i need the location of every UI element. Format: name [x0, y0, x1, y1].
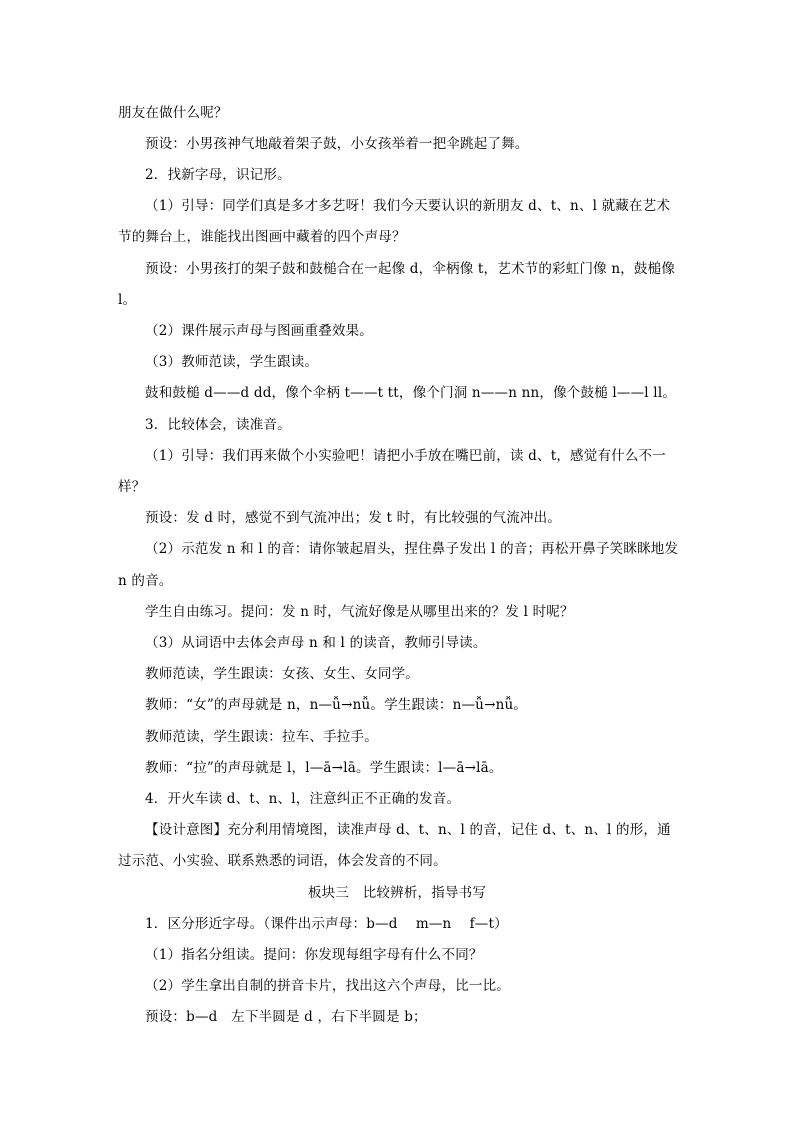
text-line: （2）示范发 n 和 l 的音：请你皱起眉头，捏住鼻子发出 l 的音；再松开鼻子笑眯眯地发: [145, 541, 679, 557]
text-line: （1）引导：我们再来做个小实验吧！请把小手放在嘴巴前，读 d、t，感觉有什么不一: [145, 448, 666, 464]
text-line: （2）学生拿出自制的拼音卡片，找出这六个声母，比一比。: [145, 978, 510, 994]
text-line: n 的音。: [118, 573, 173, 589]
text-line: （1）指名分组读。提问：你发现每组字母有什么不同？: [145, 947, 483, 963]
text-line: 朋友在做什么呢？: [118, 105, 228, 121]
text-line: l。: [118, 292, 137, 308]
section-heading: 1．区分形近字母。（课件出示声母：b—d m—n f—t）: [145, 916, 508, 932]
text-line: 教师范读，学生跟读：女孩、女生、女同学。: [145, 666, 419, 682]
section-heading: 2．找新字母，识记形。: [145, 167, 291, 183]
design-intent: 【设计意图】充分利用情境图，读准声母 d、t、n、l 的音，记住 d、t、n、l 的形，通: [145, 822, 671, 838]
text-line: 预设：小男孩打的架子鼓和鼓槌合在一起像 d，伞柄像 t，艺术节的彩虹门像 n，鼓槌像: [145, 261, 676, 277]
text-line: 样？: [118, 479, 146, 495]
text-line: 预设：小男孩神气地敲着架子鼓，小女孩举着一把伞跳起了舞。: [145, 136, 529, 152]
text-line: 预设：发 d 时，感觉不到气流冲出；发 t 时，有比较强的气流冲出。: [145, 510, 562, 526]
text-line: 过示范、小实验、联系熟悉的词语，体会发音的不同。: [118, 853, 447, 869]
text-line: 教师：“拉”的声母就是 l，l—ā→lā。学生跟读：l—ā→lā。: [145, 760, 503, 776]
text-line: 教师：“女”的声母就是 n，n—ǚ→nǚ。学生跟读：n—ǚ→nǚ。: [145, 697, 528, 713]
text-line: （3）从词语中去体会声母 n 和 l 的读音，教师引导读。: [145, 635, 487, 651]
section-heading: 4．开火车读 d、t、n、l，注意纠正不正确的发音。: [145, 791, 461, 807]
text-line: 学生自由练习。提问：发 n 时，气流好像是从哪里出来的？发 l 时呢？: [145, 604, 574, 620]
text-line: 节的舞台上，谁能找出图画中藏着的四个声母？: [118, 229, 406, 245]
text-line: （3）教师范读，学生跟读。: [145, 354, 319, 370]
text-line: （2）课件展示声母与图画重叠效果。: [145, 323, 373, 339]
text-line: 预设：b—d 左下半圆是 d ，右下半圆是 b；: [145, 1009, 427, 1025]
text-line: 教师范读，学生跟读：拉车、手拉手。: [145, 729, 378, 745]
text-line: 鼓和鼓槌 d——d dd，像个伞柄 t——t tt，像个门洞 n——n nn，像个鼓槌 l——l ll。: [145, 385, 677, 401]
block-title: 板块三 比较辨析，指导书写: [307, 885, 487, 901]
section-heading: 3．比较体会，读准音。: [145, 417, 291, 433]
text-line: （1）引导：同学们真是多才多艺呀！我们今天要认识的新朋友 d、t、n、l 就藏在艺术: [145, 198, 671, 214]
